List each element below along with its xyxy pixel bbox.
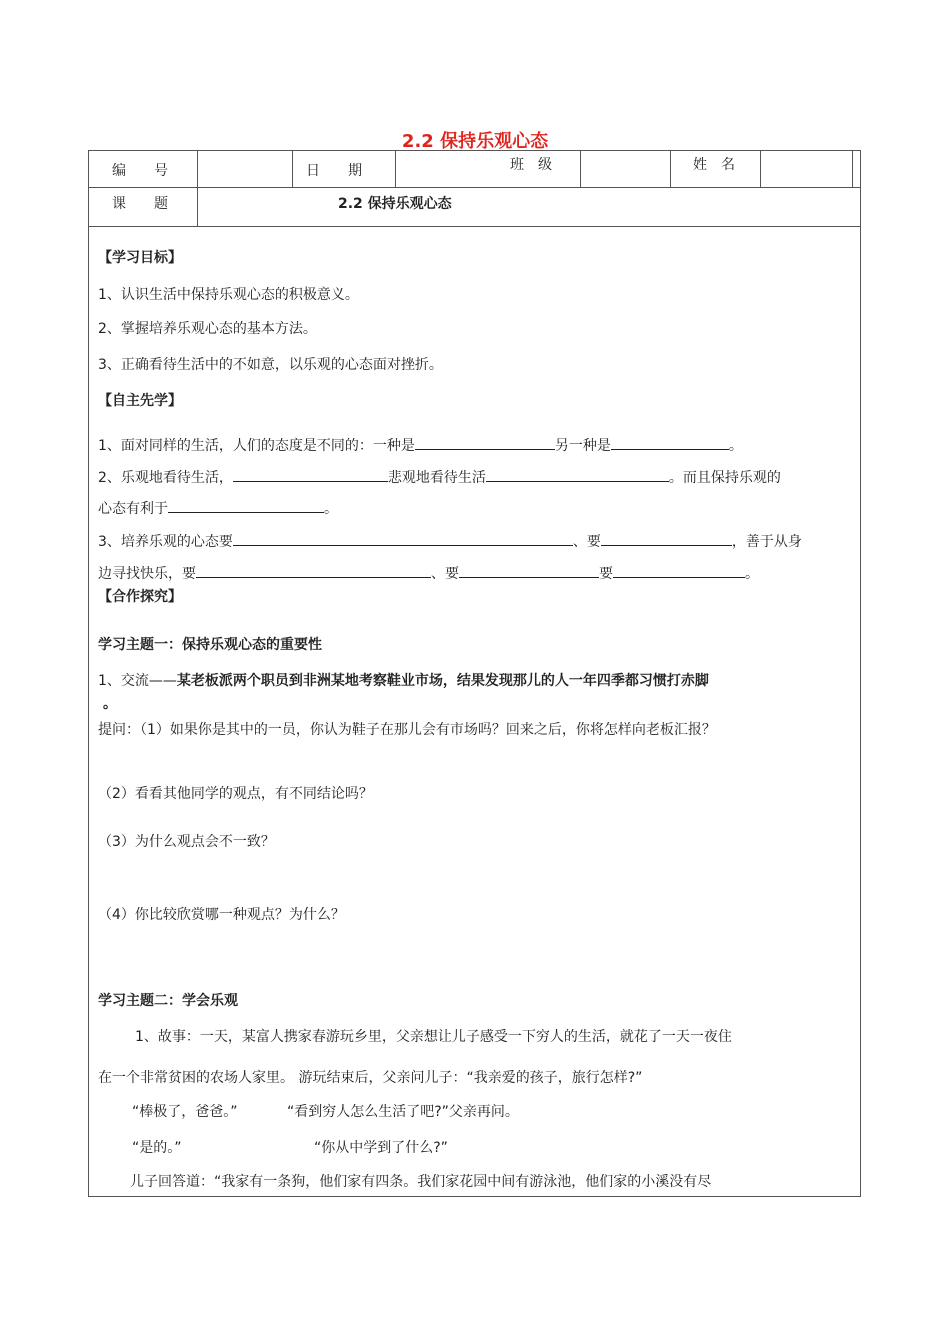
self-study-heading: 【自主先学】	[98, 393, 182, 409]
q2-end: 。	[324, 501, 338, 517]
coop-heading: 【合作探究】	[98, 589, 182, 605]
table-rule	[852, 150, 853, 187]
q3-text: 3、培养乐观的心态要	[98, 534, 233, 550]
q2-text: 心态有利于	[98, 501, 168, 517]
story-line: “棒极了，爸爸。”	[132, 1104, 238, 1120]
exchange-prefix: 1、交流——	[98, 673, 177, 689]
answer-blank[interactable]	[415, 435, 555, 450]
answer-blank[interactable]	[459, 563, 599, 578]
page-title: 2.2 保持乐观心态	[401, 131, 549, 152]
answer-blank[interactable]	[196, 563, 431, 578]
exchange-text: 某老板派两个职员到非洲某地考察鞋业市场，结果发现那儿的人一年四季都习惯打赤脚	[176, 673, 709, 689]
table-rule	[580, 150, 581, 187]
q3-text: 、要	[431, 566, 459, 582]
q2-text: 2、乐观地看待生活，	[98, 470, 233, 486]
q2-text: 悲观地看待生活	[387, 470, 486, 486]
self-study-q3	[98, 531, 802, 551]
story-line: “你从中学到了什么?”	[314, 1140, 448, 1156]
goal-item: 1、认识生活中保持乐观心态的积极意义。	[98, 287, 359, 303]
answer-blank[interactable]	[486, 467, 669, 482]
theme1-question: （2）看看其他同学的观点，有不同结论吗？	[98, 786, 373, 802]
table-rule	[88, 187, 861, 188]
story-line: “看到穷人怎么生活了吧?”父亲再问。	[287, 1104, 519, 1120]
story-line: 1、故事：一天，某富人携家春游玩乡里，父亲想让儿子感受一下穷人的生活，就花了一天一夜住	[135, 1029, 732, 1045]
theme1-question: （4）你比较欣赏哪一种观点？为什么？	[98, 907, 345, 923]
topic-value: 2.2 保持乐观心态	[338, 196, 452, 212]
q3-text: 要	[599, 566, 613, 582]
goal-item: 2、掌握培养乐观心态的基本方法。	[98, 321, 317, 337]
self-study-q3-cont	[98, 563, 759, 583]
topic-label: 课 题	[112, 196, 168, 212]
theme2-heading: 学习主题二：学会乐观	[98, 993, 238, 1009]
theme1-exchange	[98, 672, 709, 690]
theme1-question: 提问：（1）如果你是其中的一员，你认为鞋子在那儿会有市场吗？回来之后，你将怎样向老板汇报？	[98, 722, 716, 738]
table-rule	[760, 150, 761, 187]
q2-text: 。而且保持乐观的	[668, 470, 781, 486]
answer-blank[interactable]	[233, 467, 388, 482]
self-study-q2-cont	[98, 498, 338, 518]
answer-blank[interactable]	[601, 531, 732, 546]
q3-text: 、要	[572, 534, 601, 550]
q1-text: 另一种是	[554, 438, 611, 454]
self-study-q2	[98, 467, 781, 487]
goals-heading: 【学习目标】	[98, 250, 182, 266]
table-rule	[197, 150, 198, 227]
table-rule	[670, 150, 671, 187]
class-label: 班 级	[510, 157, 552, 173]
story-line: “是的。”	[132, 1140, 182, 1156]
name-label: 姓 名	[693, 157, 735, 173]
q3-text: 边寻找快乐，要	[98, 566, 196, 582]
answer-blank[interactable]	[168, 498, 324, 513]
exchange-end: 。	[103, 696, 117, 712]
q3-end: 。	[745, 566, 759, 582]
answer-blank[interactable]	[233, 531, 573, 546]
answer-blank[interactable]	[611, 435, 729, 450]
q3-text: ，善于从身	[731, 534, 802, 550]
q1-end: 。	[728, 438, 743, 454]
theme1-question: （3）为什么观点会不一致？	[98, 834, 275, 850]
number-label: 编 号	[112, 163, 168, 179]
theme1-heading: 学习主题一：保持乐观心态的重要性	[98, 637, 322, 653]
table-rule	[88, 226, 861, 227]
date-label: 日 期	[306, 163, 362, 179]
goal-item: 3、正确看待生活中的不如意，以乐观的心态面对挫折。	[98, 357, 443, 373]
answer-blank[interactable]	[613, 563, 745, 578]
table-rule	[292, 150, 293, 187]
story-line: 儿子回答道：“我家有一条狗，他们家有四条。我们家花园中间有游泳池，他们家的小溪没有尽	[130, 1174, 712, 1190]
q1-text: 1、面对同样的生活，人们的态度是不同的：一种是	[98, 438, 415, 454]
table-rule	[395, 150, 396, 187]
self-study-q1	[98, 435, 743, 455]
story-line: 在一个非常贫困的农场人家里。 游玩结束后，父亲问儿子：“我亲爱的孩子，旅行怎样?”	[98, 1070, 643, 1086]
